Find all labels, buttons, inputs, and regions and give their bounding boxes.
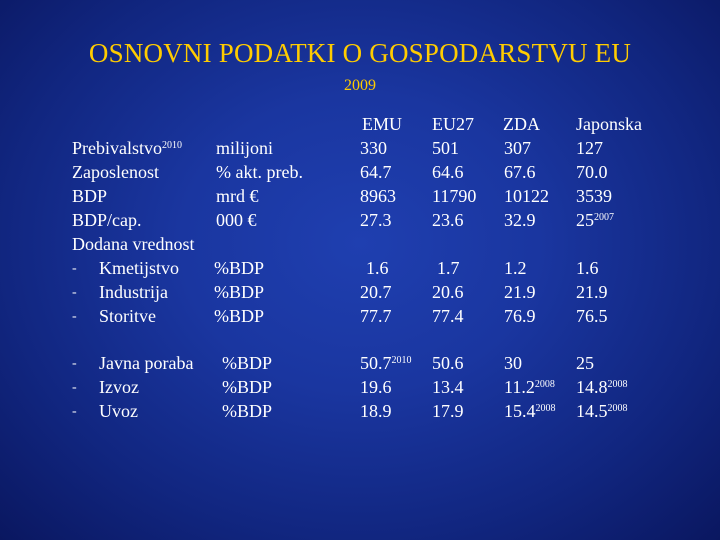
cell-zaposlenost-eu27: 64.6 — [432, 162, 464, 182]
cell-izvoz-eu27: 13.4 — [432, 377, 464, 397]
bullet-dash: - — [72, 261, 77, 276]
cell-industrija-eu27: 20.6 — [432, 282, 464, 302]
cell-zaposlenost-emu: 64.7 — [360, 162, 392, 182]
row-label-javna-poraba: Javna poraba — [99, 353, 194, 373]
col-header-eu27: EU27 — [432, 114, 474, 134]
cell-bdp-zda: 10122 — [504, 186, 549, 206]
cell-kmetijstvo-zda: 1.2 — [504, 258, 527, 278]
cell-javna-poraba-zda: 30 — [504, 353, 522, 373]
col-header-emu: EMU — [362, 114, 402, 134]
cell-uvoz-eu27: 17.9 — [432, 401, 464, 421]
row-label-dodana-vrednost: Dodana vrednost — [72, 234, 195, 254]
cell-zaposlenost-jap: 70.0 — [576, 162, 608, 182]
cell-bdp-cap-emu: 27.3 — [360, 210, 392, 230]
cell-bdp-eu27: 11790 — [432, 186, 477, 206]
cell-prebivalstvo-emu: 330 — [360, 138, 387, 158]
row-unit-industrija: %BDP — [214, 282, 265, 302]
cell-industrija-jap: 21.9 — [576, 282, 608, 302]
cell-kmetijstvo-emu: 1.6 — [366, 258, 389, 278]
cell-prebivalstvo-jap: 127 — [576, 138, 603, 158]
slide-year: 2009 — [344, 77, 376, 94]
row-label-izvoz: Izvoz — [99, 377, 139, 397]
cell-industrija-zda: 21.9 — [504, 282, 536, 302]
cell-kmetijstvo-eu27: 1.7 — [437, 258, 460, 278]
cell-izvoz-jap: $14.8^{2008}$ — [576, 377, 628, 397]
cell-bdp-cap-eu27: 23.6 — [432, 210, 464, 230]
row-label-kmetijstvo: Kmetijstvo — [99, 258, 179, 278]
row-unit-zaposlenost: % akt. preb. — [216, 162, 303, 182]
row-unit-javna-poraba: %BDP — [222, 353, 273, 373]
row-label-uvoz: Uvoz — [99, 401, 138, 421]
cell-industrija-emu: 20.7 — [360, 282, 392, 302]
cell-bdp-emu: 8963 — [360, 186, 396, 206]
bullet-dash: - — [72, 285, 77, 300]
cell-storitve-zda: 76.9 — [504, 306, 536, 326]
col-header-japonska: Japonska — [576, 114, 642, 134]
cell-storitve-emu: 77.7 — [360, 306, 392, 326]
cell-uvoz-zda: $15.4^{2008}$ — [504, 401, 556, 421]
cell-storitve-eu27: 77.4 — [432, 306, 464, 326]
cell-uvoz-jap: $14.5^{2008}$ — [576, 401, 628, 421]
cell-zaposlenost-zda: 67.6 — [504, 162, 536, 182]
cell-bdp-cap-zda: 32.9 — [504, 210, 536, 230]
row-unit-storitve: %BDP — [214, 306, 265, 326]
cell-prebivalstvo-zda: 307 — [504, 138, 531, 158]
cell-javna-poraba-emu: $50.7^{2010}$ — [360, 353, 412, 373]
row-unit-kmetijstvo: %BDP — [214, 258, 265, 278]
row-label-bdp-cap: BDP/cap. — [72, 210, 142, 230]
bullet-dash: - — [72, 356, 77, 371]
cell-uvoz-emu: 18.9 — [360, 401, 392, 421]
row-label-storitve: Storitve — [99, 306, 156, 326]
cell-javna-poraba-eu27: 50.6 — [432, 353, 464, 373]
row-label-zaposlenost: Zaposlenost — [72, 162, 159, 182]
row-unit-izvoz: %BDP — [222, 377, 273, 397]
cell-kmetijstvo-jap: 1.6 — [576, 258, 599, 278]
row-label-industrija: Industrija — [99, 282, 168, 302]
cell-bdp-jap: 3539 — [576, 186, 612, 206]
bullet-dash: - — [72, 380, 77, 395]
cell-bdp-cap-jap: $25^{2007}$ — [576, 210, 614, 230]
cell-storitve-jap: 76.5 — [576, 306, 608, 326]
row-label-prebivalstvo: Prebivalstvo$^{2010}$ — [72, 138, 182, 158]
row-unit-uvoz: %BDP — [222, 401, 273, 421]
slide-title: OSNOVNI PODATKI O GOSPODARSTVU EU — [88, 38, 632, 68]
bullet-dash: - — [72, 309, 77, 324]
cell-izvoz-emu: 19.6 — [360, 377, 392, 397]
row-label-bdp: BDP — [72, 186, 108, 206]
bullet-dash: - — [72, 404, 77, 419]
col-header-zda: ZDA — [503, 114, 540, 134]
cell-prebivalstvo-eu27: 501 — [432, 138, 459, 158]
row-unit-prebivalstvo: milijoni — [216, 138, 274, 158]
cell-javna-poraba-jap: 25 — [576, 353, 594, 373]
cell-izvoz-zda: $11.2^{2008}$ — [504, 377, 555, 397]
row-unit-bdp-cap: 000 € — [216, 210, 257, 230]
row-unit-bdp: mrd € — [216, 186, 259, 206]
